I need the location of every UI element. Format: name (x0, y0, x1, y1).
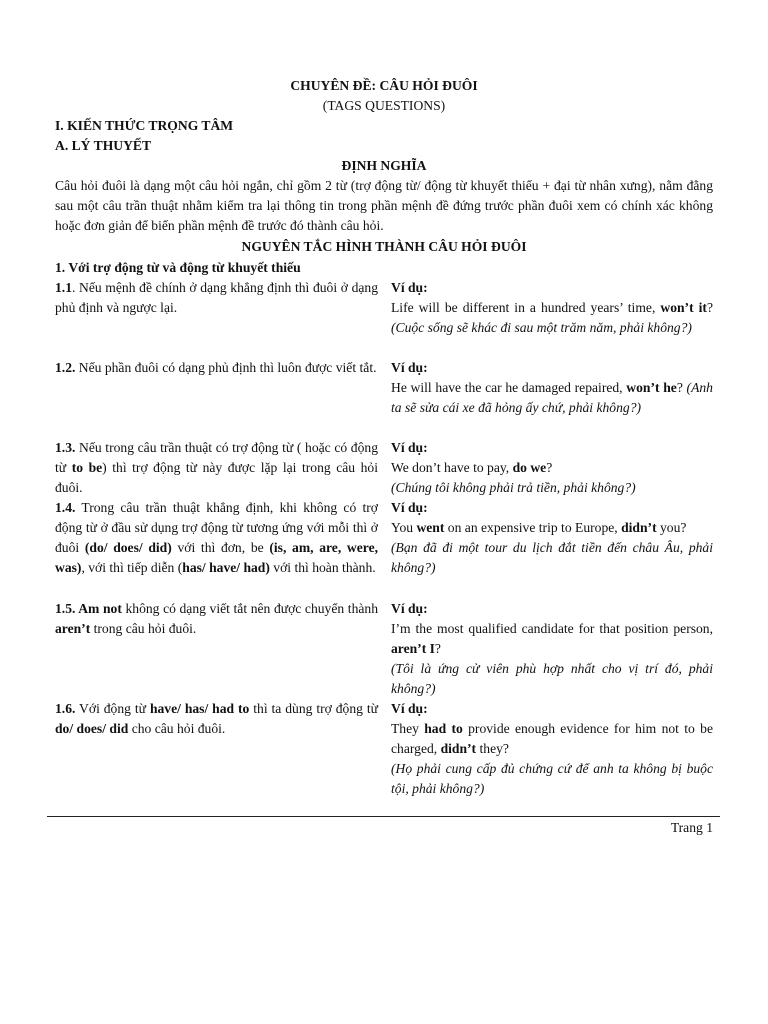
rule-text: trong câu hỏi đuôi. (90, 621, 197, 636)
example-1-1 (391, 278, 713, 338)
rule-number: 1.3. (55, 440, 76, 455)
example-translation: (Cuộc sống sẽ khác đi sau một trăm năm, phải không?) (391, 320, 692, 335)
rule-keyword: have/ has/ had to (149, 701, 250, 716)
rule-number: 1.5. (55, 601, 76, 616)
example-text: ? (546, 460, 553, 475)
example-1-5 (391, 599, 713, 699)
example-text: ? (434, 641, 441, 656)
document-subtitle: (TAGS QUESTIONS) (322, 98, 446, 113)
example-text: you? (656, 520, 687, 535)
example-translation: (Tôi là ứng cử viên phù hợp nhất cho vị trí đó, phải không?) (391, 661, 713, 696)
example-text: ? (706, 300, 713, 315)
rule-text: Nếu trong câu trần thuật có trợ động từ ( hoặc có động từ (55, 440, 378, 475)
rule-1-5 (55, 599, 378, 639)
section-heading-main: I. KIẾN THỨC TRỌNG TÂM (55, 118, 234, 133)
rule-number: 1.2. (55, 360, 76, 375)
rule-keyword: Am not (75, 601, 122, 616)
rules-heading: NGUYÊN TẮC HÌNH THÀNH CÂU HỎI ĐUÔI (241, 239, 527, 254)
example-text: I’m the most qualified candidate for that position person, (391, 621, 713, 636)
example-tag: didn’t (440, 741, 477, 756)
rule-text: Nếu phần đuôi có dạng phủ định thì luôn được viết tắt. (75, 360, 377, 375)
rule-1-4 (55, 498, 378, 578)
example-text: They (391, 721, 425, 736)
sub-heading: 1. Với trợ động từ và động từ khuyết thiếu (55, 260, 301, 275)
example-tag: didn’t (621, 520, 657, 535)
rule-keyword: to be (71, 460, 103, 475)
rule-text: cho câu hỏi đuôi. (128, 721, 226, 736)
rule-text: với thì hoàn thành. (269, 560, 376, 575)
example-label: Ví dụ: (391, 440, 428, 455)
example-label: Ví dụ: (391, 280, 428, 295)
example-1-4 (391, 498, 713, 578)
example-translation: (Anh ta sẽ sửa cái xe đã hỏng ấy chứ, phải không?) (391, 380, 713, 415)
example-1-3 (391, 438, 713, 498)
rule-number: 1.4. (55, 500, 76, 515)
example-1-2 (391, 358, 713, 418)
rule-text: , với thì tiếp diễn ( (81, 560, 183, 575)
example-verb: had to (424, 721, 463, 736)
rule-keyword: (do/ does/ did) (84, 540, 172, 555)
example-tag: aren’t I (391, 641, 435, 656)
example-translation: (Họ phải cung cấp đủ chứng cứ để anh ta không bị buộc tội, phải không?) (391, 761, 713, 796)
rule-text: Với động từ (75, 701, 150, 716)
example-text: on an expensive trip to Europe, (444, 520, 622, 535)
rule-text: với thì đơn, be (171, 540, 270, 555)
rule-1-1 (55, 278, 378, 318)
section-heading-a: A. LÝ THUYẾT (55, 138, 152, 153)
rule-1-6 (55, 699, 378, 739)
page-number: Trang 1 (670, 820, 713, 835)
example-tag: do we (512, 460, 547, 475)
example-verb: went (416, 520, 445, 535)
example-translation: (Chúng tôi không phải trả tiền, phải không?) (391, 480, 636, 495)
rule-keyword: has/ have/ had) (182, 560, 270, 575)
rule-1-3 (55, 438, 378, 498)
rule-text: thì ta dùng trợ động từ (249, 701, 378, 716)
definition-paragraph: Câu hỏi đuôi là dạng một câu hỏi ngắn, chỉ gồm 2 từ (trợ động từ/ động từ khuyết thiếu + đại từ nhân xưng), nằm đằng sau một câu trần thuật nhằm kiểm tra lại thông tin trong phần mệnh đề đứng trước phần đuôi xem có chính xác không hoặc đơn giản để biến phần mệnh đề trước đó thành câu hỏi. (55, 178, 713, 233)
rule-keyword: (is, am, are, were, was) (55, 540, 378, 575)
rule-number: 1.1 (55, 280, 72, 295)
example-label: Ví dụ: (391, 601, 428, 616)
rule-1-2 (55, 358, 378, 378)
example-1-6 (391, 699, 713, 799)
example-text: We don’t have to pay, (391, 460, 513, 475)
rule-keyword: aren’t (55, 621, 91, 636)
example-text: ? (676, 380, 687, 395)
rule-text: ) thì trợ động từ này được lặp lại trong câu hỏi đuôi. (55, 460, 378, 495)
example-text: You (391, 520, 417, 535)
rule-text: không có dạng viết tắt nên được chuyển thành (121, 601, 378, 616)
example-translation: (Bạn đã đi một tour du lịch đắt tiền đến châu Âu, phải không?) (391, 540, 713, 575)
example-text: provide enough evidence for him not to be charged, (391, 721, 713, 756)
example-label: Ví dụ: (391, 360, 428, 375)
example-tag: won’t he (626, 380, 677, 395)
rule-number: 1.6. (55, 701, 76, 716)
example-text: Life will be different in a hundred years’ time, (391, 300, 661, 315)
example-tag: won’t it (660, 300, 707, 315)
footer-divider (47, 816, 720, 817)
rule-text: Trong câu trần thuật khẳng định, khi không có trợ động từ ở đầu sử dụng trợ động từ tương ứng với mỗi thì ở đuôi (55, 500, 378, 555)
example-label: Ví dụ: (391, 701, 428, 716)
rule-text: . Nếu mệnh đề chính ở dạng khẳng định thì đuôi ở dạng phủ định và ngược lại. (55, 280, 378, 315)
example-label: Ví dụ: (391, 500, 428, 515)
definition-heading: ĐỊNH NGHĨA (341, 158, 427, 173)
document-title: CHUYÊN ĐỀ: CÂU HỎI ĐUÔI (290, 78, 478, 93)
example-text: He will have the car he damaged repaired, (391, 380, 627, 395)
example-text: they? (476, 741, 509, 756)
rule-keyword: do/ does/ did (55, 721, 129, 736)
